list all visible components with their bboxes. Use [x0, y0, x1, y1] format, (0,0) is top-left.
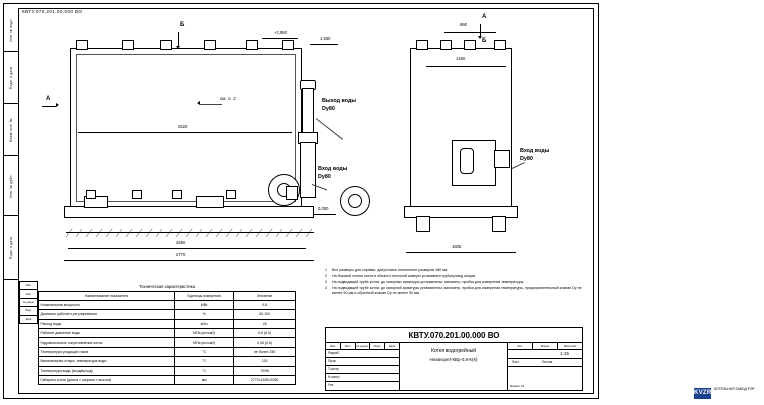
left-margin-label: Подп. и дата: [9, 66, 13, 89]
scale-row: [508, 350, 582, 359]
table-row: [39, 319, 296, 328]
table-row: [39, 357, 296, 366]
section-letter-a-left: А: [46, 96, 51, 102]
water-out-label: Выход воды: [322, 98, 356, 104]
dim-side-base: 1605: [452, 244, 462, 249]
left-margin-cell-3: [4, 156, 18, 216]
spec-header-cell: Наименование показателя: [39, 291, 175, 300]
dim-side-height: 1260: [456, 56, 466, 61]
spec-cell: не более 250: [234, 347, 296, 356]
spec-table-caption: Техническая характеристика: [139, 284, 195, 289]
section-letter-a-right: А: [482, 14, 487, 20]
note-item: 2 На боковой стенке котла в области топочной камеры устанавлен трубопровод шнцов.: [325, 274, 476, 279]
table-row: [39, 300, 296, 309]
sheet-row: [508, 359, 582, 367]
left-margin-cell-1: [4, 52, 18, 104]
role-row: [326, 350, 399, 358]
dim-side-width-top: 960: [460, 22, 467, 27]
burner-inner-circle-front: [348, 194, 362, 208]
spec-cell: Рабочее давление воды: [39, 329, 175, 338]
dim-side-width-top-line: [444, 32, 496, 33]
role-label: Пров.: [328, 359, 337, 364]
base-support-2: [196, 196, 224, 208]
sheets-label: Листов: [542, 360, 553, 365]
note-item: 3 На подводящей трубе котла, до запорных арматуры устанавлены: манометр, пробка для измерения температуры.: [325, 280, 525, 285]
nozzle-top-6: [282, 40, 294, 50]
water-in-right-dn-label: Dy80: [520, 156, 533, 162]
stage-header-cell: Лит.: [508, 343, 533, 349]
format-note: Формат А3: [510, 384, 525, 388]
dim-front-inner-line: [78, 132, 292, 133]
spec-cell: °С: [175, 357, 234, 366]
section-line-a-left: [42, 106, 56, 107]
role-label: Утв.: [328, 383, 335, 388]
spec-cell: МПа (кгс/см2): [175, 329, 234, 338]
col-header: Подп.: [370, 343, 385, 349]
table-row: [39, 329, 296, 338]
section-letter-b-right: Б: [482, 38, 487, 44]
company-name: КОТЕЛЬНАЯ ЗАВОД РЭР: [714, 387, 755, 391]
company-logo: [692, 385, 764, 405]
title-block-middle: [400, 343, 508, 391]
see-note-leader-arrow: [197, 101, 200, 105]
spec-cell: 2770×1605×2050: [234, 376, 296, 385]
spec-cell: 0,8: [234, 300, 296, 309]
stage-header: [508, 343, 582, 350]
note-text: На подводящей трубе котла, до запорной арматуры устанавлены: манометр, пробка для измерения температуры, предохранительный клапан Dу не менее 50 мм и обратный клапан Dу не менее 50 мм.: [332, 286, 582, 295]
dim-front-total: 2770: [176, 252, 186, 257]
col-header: Изм.: [326, 343, 341, 349]
water-in-dn-label: Dy80: [318, 174, 331, 180]
table-row: [39, 366, 296, 375]
left-margin-cell-4: [4, 216, 18, 280]
elev-top-line: [262, 38, 298, 39]
base-leg-side-1: [416, 216, 430, 232]
note-text: На подводящей трубе котла, до запорных арматуры устанавлены: манометр, пробка для измерения температуры.: [332, 280, 525, 285]
left-margin-label: Подп. и дата: [9, 236, 13, 259]
elev-mid-line: [310, 44, 338, 45]
see-note-leader: [200, 104, 222, 105]
stage-header-cell: Масса: [533, 343, 558, 349]
spec-cell: МПа (кгс/см2): [175, 338, 234, 347]
table-row: [39, 347, 296, 356]
elev-zero-label: 0,000: [318, 206, 329, 211]
revision-cell: Дата: [20, 315, 38, 323]
elev-top-label: +2,850: [274, 30, 287, 35]
nozzle-top-4: [204, 40, 216, 50]
dim-side-height-line: [426, 66, 506, 67]
spec-cell: Минимальная отпуск. температура воды: [39, 357, 175, 366]
sheet-label: Лист: [512, 360, 519, 365]
col-header: Дата: [388, 344, 396, 349]
scale-value: 1:15: [560, 351, 569, 357]
spec-cell: °С: [175, 366, 234, 375]
spec-cell: 0,06 (0,6): [234, 338, 296, 347]
spec-cell: Номинальная мощность: [39, 300, 175, 309]
left-margin-label: Инв. № подл.: [9, 17, 13, 42]
role-row: [326, 358, 399, 366]
revision-cell: Лист: [20, 290, 38, 298]
nozzle-side-4: [494, 40, 506, 50]
spec-cell: Температура уходящих газов: [39, 347, 175, 356]
water-in-label: Вход воды: [318, 166, 348, 172]
dim-front-inner: 2520: [178, 124, 188, 129]
valve-bottom-1: [86, 190, 96, 199]
duct-down: [300, 142, 316, 198]
burner-door-side: [460, 148, 474, 174]
title-block-doc-code: КВТУ.070.201.00.000 ВО: [326, 328, 582, 343]
drawing-subtitle: Heatexpert-КВр-0,8-К(К): [429, 357, 478, 362]
sheet-top-code: КВТУ.070.201.00.000 ВО: [22, 9, 83, 14]
dim-front-base: 2650: [176, 240, 186, 245]
nozzle-top-2: [122, 40, 134, 50]
section-letter-b-left: Б: [180, 22, 185, 28]
notes-list: [325, 268, 583, 297]
spec-cell: Температура воды (вход/выход): [39, 366, 175, 375]
nozzle-side-3: [464, 40, 476, 50]
title-block: [325, 327, 755, 396]
table-header-row: [39, 291, 296, 300]
role-row: [326, 374, 399, 382]
note-text: На боковой стенке котла в области топочной камеры устанавлен трубопровод шнцов.: [332, 274, 476, 279]
title-block-left: [326, 343, 400, 391]
title-block-columns-header: [326, 343, 399, 350]
revision-cell: № докум.: [20, 298, 38, 306]
spec-cell: 50-100: [234, 310, 296, 319]
nozzle-side-1: [416, 40, 428, 50]
left-margin-label: Инв. № дубл.: [9, 173, 13, 198]
left-margin-cell-2: [4, 104, 18, 156]
stage-header-cell: Масштаб: [564, 344, 576, 349]
logo-mark: KVZR: [694, 388, 711, 399]
nozzle-side-2: [440, 40, 452, 50]
nozzle-top-5: [246, 40, 258, 50]
drawing-title: Котел водогрейный: [430, 348, 477, 354]
left-margin-cell-0: [4, 8, 18, 52]
spec-cell: %: [175, 310, 234, 319]
note-text: Все размеры для справки, допустимое отклонение размеров ±80 мм.: [332, 268, 449, 272]
valve-bottom-3: [172, 190, 182, 199]
valve-bottom-5: [286, 186, 298, 200]
nozzle-top-1: [76, 40, 88, 50]
left-margin-label: Взам. инв. №: [9, 117, 13, 142]
dim-side-base-line: [406, 252, 516, 253]
dim-front-base-line: [68, 248, 306, 249]
role-row: [326, 366, 399, 374]
section-line-a-right: [480, 24, 481, 36]
spec-cell: Габариты котла (длина × ширина × высота): [39, 376, 175, 385]
spec-cell: 0,6 (6,0): [234, 329, 296, 338]
section-arrow-a-left: [56, 103, 59, 107]
role-row: [326, 382, 399, 390]
col-header: Лист: [341, 343, 356, 349]
spec-cell: °С: [175, 347, 234, 356]
base-leg-side-2: [492, 216, 506, 232]
revision-cell: Подп.: [20, 307, 38, 315]
spec-cell: Гидравлическое сопротивление котла: [39, 338, 175, 347]
spec-cell: мм: [175, 376, 234, 385]
left-margin-column: [4, 8, 19, 392]
table-row: [39, 338, 296, 347]
nozzle-top-3: [160, 40, 172, 50]
valve-bottom-2: [132, 190, 142, 199]
revision-table: [19, 281, 38, 324]
valve-bottom-4: [226, 190, 236, 199]
spec-cell: 70/95: [234, 366, 296, 375]
burner-block-side: [452, 140, 496, 186]
elev-mid-label: 1,930: [320, 36, 331, 41]
spec-cell: МВт: [175, 300, 234, 309]
revision-cell: Изм.: [20, 282, 38, 290]
note-item: 4 На подводящей трубе котла, до запорной арматуры устанавлены: манометр, пробка для измерения температуры, предохранительный клапан Dу не менее 50 мм и обратный клапан Dу не менее 50 мм.: [325, 286, 582, 295]
spec-table: [38, 284, 296, 385]
role-label: Н.контр.: [328, 375, 341, 380]
duct-riser: [302, 88, 314, 134]
section-line-b-left: [178, 32, 179, 46]
burner-fan-side: [494, 150, 510, 168]
col-header: № докум.: [356, 344, 369, 349]
note-item: 1 Все размеры для справки, допустимое отклонение размеров ±80 мм.: [325, 268, 449, 272]
see-note-callout: см. п. 2: [220, 96, 236, 101]
spec-cell: м3/ч: [175, 319, 234, 328]
spec-cell: 28: [234, 319, 296, 328]
spec-header-cell: Единицы измерения: [175, 291, 234, 300]
ground-hatch-front: [66, 224, 314, 232]
table-row: [39, 376, 296, 385]
spec-header-cell: Значение: [234, 291, 296, 300]
spec-cell: 115: [234, 357, 296, 366]
spec-cell: Диапазон рабочего регулирования: [39, 310, 175, 319]
role-label: Разраб.: [328, 351, 340, 356]
role-label: Т.контр.: [328, 367, 340, 372]
spec-cell: Расход воды: [39, 319, 175, 328]
water-in-right-label: Вход воды: [520, 148, 550, 154]
water-out-dn-label: Dy80: [322, 106, 335, 112]
dim-front-total-line: [64, 260, 314, 261]
table-row: [39, 310, 296, 319]
